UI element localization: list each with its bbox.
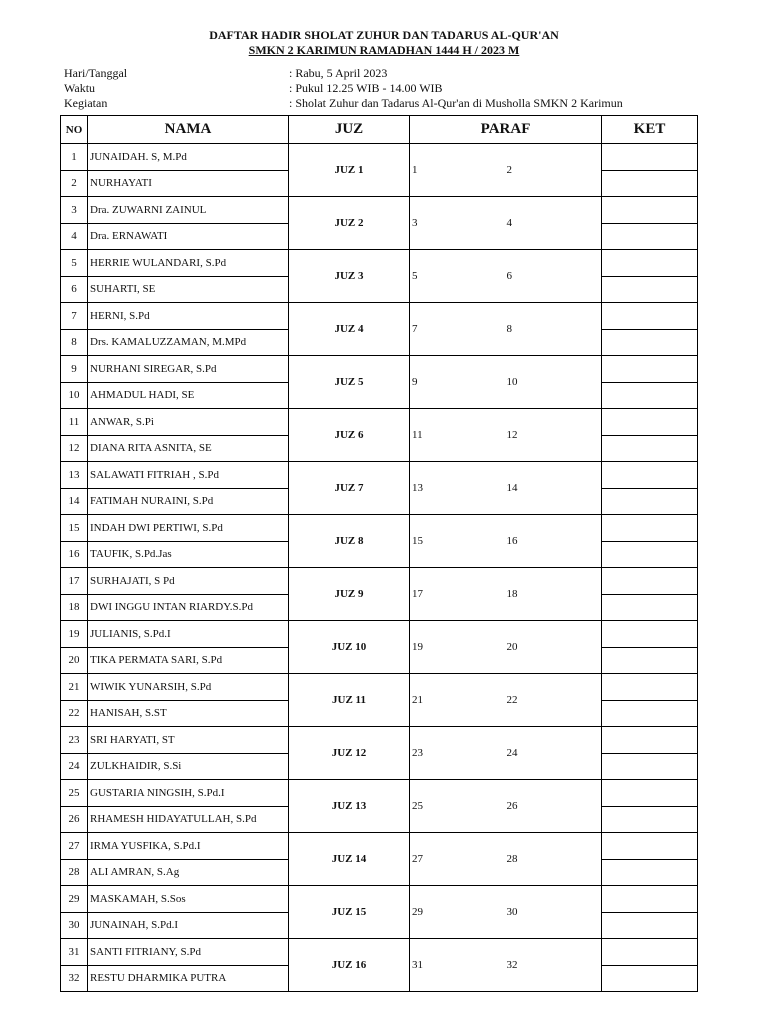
document-title: DAFTAR HADIR SHOLAT ZUHUR DAN TADARUS AL-QUR'AN bbox=[209, 28, 559, 42]
paraf-cell-right: 24 bbox=[505, 727, 602, 780]
row-ket bbox=[602, 621, 698, 648]
table-row bbox=[61, 833, 698, 860]
paraf-cell-left: 29 bbox=[410, 886, 505, 939]
row-ket bbox=[602, 276, 698, 303]
table-row bbox=[61, 674, 698, 701]
table-row bbox=[61, 356, 698, 383]
row-number: 2 bbox=[61, 170, 88, 197]
row-number: 31 bbox=[61, 939, 88, 966]
header-no: NO bbox=[61, 116, 88, 144]
info-value-activity: : Sholat Zuhur dan Tadarus Al-Qur'an di Musholla SMKN 2 Karimun bbox=[289, 96, 623, 110]
row-name: NURHANI SIREGAR, S.Pd bbox=[88, 356, 289, 383]
row-juz: JUZ 14 bbox=[289, 833, 410, 886]
row-name: ZULKHAIDIR, S.Si bbox=[88, 753, 289, 780]
paraf-cell-left: 19 bbox=[410, 621, 505, 674]
row-juz: JUZ 1 bbox=[289, 144, 410, 197]
header-nama: NAMA bbox=[88, 116, 289, 144]
paraf-cell-right: 14 bbox=[505, 462, 602, 515]
row-ket bbox=[602, 197, 698, 224]
header-ket: KET bbox=[602, 116, 698, 144]
row-name: Drs. KAMALUZZAMAN, M.MPd bbox=[88, 329, 289, 356]
row-ket bbox=[602, 144, 698, 171]
paraf-cell-left: 17 bbox=[410, 568, 505, 621]
row-ket bbox=[602, 806, 698, 833]
row-ket bbox=[602, 541, 698, 568]
table-body bbox=[61, 144, 698, 992]
table-row bbox=[61, 727, 698, 754]
row-ket bbox=[602, 303, 698, 330]
row-juz: JUZ 2 bbox=[289, 197, 410, 250]
row-number: 22 bbox=[61, 700, 88, 727]
row-name: JUNAINAH, S.Pd.I bbox=[88, 912, 289, 939]
row-ket bbox=[602, 594, 698, 621]
row-ket bbox=[602, 250, 698, 277]
row-number: 24 bbox=[61, 753, 88, 780]
table-row bbox=[61, 568, 698, 595]
row-number: 17 bbox=[61, 568, 88, 595]
row-number: 23 bbox=[61, 727, 88, 754]
paraf-cell-left: 9 bbox=[410, 356, 505, 409]
info-label-activity: Kegiatan bbox=[64, 96, 108, 110]
row-ket bbox=[602, 515, 698, 542]
row-name: WIWIK YUNARSIH, S.Pd bbox=[88, 674, 289, 701]
row-name: SURHAJATI, S Pd bbox=[88, 568, 289, 595]
row-ket bbox=[602, 435, 698, 462]
row-name: TIKA PERMATA SARI, S.Pd bbox=[88, 647, 289, 674]
paraf-cell-left: 7 bbox=[410, 303, 505, 356]
row-number: 4 bbox=[61, 223, 88, 250]
row-juz: JUZ 5 bbox=[289, 356, 410, 409]
paraf-cell-right: 32 bbox=[505, 939, 602, 992]
header-paraf: PARAF bbox=[410, 116, 602, 144]
row-number: 7 bbox=[61, 303, 88, 330]
paraf-cell-left: 3 bbox=[410, 197, 505, 250]
table-row bbox=[61, 780, 698, 807]
row-name: HANISAH, S.ST bbox=[88, 700, 289, 727]
row-name: ANWAR, S.Pi bbox=[88, 409, 289, 436]
row-name: TAUFIK, S.Pd.Jas bbox=[88, 541, 289, 568]
paraf-cell-right: 10 bbox=[505, 356, 602, 409]
row-number: 28 bbox=[61, 859, 88, 886]
row-juz: JUZ 8 bbox=[289, 515, 410, 568]
row-number: 6 bbox=[61, 276, 88, 303]
row-name: Dra. ERNAWATI bbox=[88, 223, 289, 250]
row-number: 21 bbox=[61, 674, 88, 701]
row-ket bbox=[602, 409, 698, 436]
row-name: DWI INGGU INTAN RIARDY.S.Pd bbox=[88, 594, 289, 621]
row-number: 3 bbox=[61, 197, 88, 224]
row-ket bbox=[602, 647, 698, 674]
row-ket bbox=[602, 674, 698, 701]
info-label-time: Waktu bbox=[64, 81, 96, 95]
row-number: 16 bbox=[61, 541, 88, 568]
row-number: 26 bbox=[61, 806, 88, 833]
table-row bbox=[61, 515, 698, 542]
paraf-cell-right: 8 bbox=[505, 303, 602, 356]
table-row bbox=[61, 144, 698, 171]
row-ket bbox=[602, 356, 698, 383]
row-name: SALAWATI FITRIAH , S.Pd bbox=[88, 462, 289, 489]
paraf-cell-left: 21 bbox=[410, 674, 505, 727]
row-name: JUNAIDAH. S, M.Pd bbox=[88, 144, 289, 171]
row-name: Dra. ZUWARNI ZAINUL bbox=[88, 197, 289, 224]
row-name: SRI HARYATI, ST bbox=[88, 727, 289, 754]
row-number: 1 bbox=[61, 144, 88, 171]
row-juz: JUZ 6 bbox=[289, 409, 410, 462]
row-ket bbox=[602, 223, 698, 250]
row-ket bbox=[602, 859, 698, 886]
table-row bbox=[61, 250, 698, 277]
paraf-cell-right: 20 bbox=[505, 621, 602, 674]
info-value-time: : Pukul 12.25 WIB - 14.00 WIB bbox=[289, 81, 443, 95]
row-ket bbox=[602, 780, 698, 807]
row-number: 19 bbox=[61, 621, 88, 648]
row-name: AHMADUL HADI, SE bbox=[88, 382, 289, 409]
table-row bbox=[61, 886, 698, 913]
paraf-cell-right: 12 bbox=[505, 409, 602, 462]
row-ket bbox=[602, 568, 698, 595]
row-number: 12 bbox=[61, 435, 88, 462]
paraf-cell-left: 13 bbox=[410, 462, 505, 515]
attendance-table bbox=[60, 115, 698, 992]
paraf-cell-right: 2 bbox=[505, 144, 602, 197]
row-name: MASKAMAH, S.Sos bbox=[88, 886, 289, 913]
row-ket bbox=[602, 462, 698, 489]
row-name: ALI AMRAN, S.Ag bbox=[88, 859, 289, 886]
paraf-cell-left: 31 bbox=[410, 939, 505, 992]
table-row bbox=[61, 197, 698, 224]
row-name: HERNI, S.Pd bbox=[88, 303, 289, 330]
row-name: FATIMAH NURAINI, S.Pd bbox=[88, 488, 289, 515]
row-juz: JUZ 11 bbox=[289, 674, 410, 727]
row-ket bbox=[602, 912, 698, 939]
row-ket bbox=[602, 727, 698, 754]
row-juz: JUZ 12 bbox=[289, 727, 410, 780]
paraf-cell-right: 6 bbox=[505, 250, 602, 303]
row-name: RESTU DHARMIKA PUTRA bbox=[88, 965, 289, 992]
row-juz: JUZ 15 bbox=[289, 886, 410, 939]
row-juz: JUZ 9 bbox=[289, 568, 410, 621]
row-number: 11 bbox=[61, 409, 88, 436]
row-number: 15 bbox=[61, 515, 88, 542]
row-ket bbox=[602, 833, 698, 860]
paraf-cell-right: 4 bbox=[505, 197, 602, 250]
row-ket bbox=[602, 700, 698, 727]
paraf-cell-left: 23 bbox=[410, 727, 505, 780]
row-number: 14 bbox=[61, 488, 88, 515]
paraf-cell-right: 18 bbox=[505, 568, 602, 621]
document-subtitle: SMKN 2 KARIMUN RAMADHAN 1444 H / 2023 M bbox=[248, 43, 520, 57]
row-juz: JUZ 7 bbox=[289, 462, 410, 515]
row-number: 5 bbox=[61, 250, 88, 277]
row-number: 27 bbox=[61, 833, 88, 860]
row-name: NURHAYATI bbox=[88, 170, 289, 197]
row-number: 8 bbox=[61, 329, 88, 356]
row-ket bbox=[602, 965, 698, 992]
row-name: SANTI FITRIANY, S.Pd bbox=[88, 939, 289, 966]
row-ket bbox=[602, 382, 698, 409]
table-row bbox=[61, 939, 698, 966]
row-name: RHAMESH HIDAYATULLAH, S.Pd bbox=[88, 806, 289, 833]
paraf-cell-right: 16 bbox=[505, 515, 602, 568]
paraf-cell-left: 15 bbox=[410, 515, 505, 568]
row-name: IRMA YUSFIKA, S.Pd.I bbox=[88, 833, 289, 860]
row-name: GUSTARIA NINGSIH, S.Pd.I bbox=[88, 780, 289, 807]
row-name: SUHARTI, SE bbox=[88, 276, 289, 303]
row-number: 30 bbox=[61, 912, 88, 939]
paraf-cell-left: 27 bbox=[410, 833, 505, 886]
header-juz: JUZ bbox=[289, 116, 410, 144]
row-number: 20 bbox=[61, 647, 88, 674]
paraf-cell-right: 26 bbox=[505, 780, 602, 833]
row-name: DIANA RITA ASNITA, SE bbox=[88, 435, 289, 462]
row-number: 29 bbox=[61, 886, 88, 913]
row-juz: JUZ 16 bbox=[289, 939, 410, 992]
row-number: 10 bbox=[61, 382, 88, 409]
row-ket bbox=[602, 886, 698, 913]
paraf-cell-left: 11 bbox=[410, 409, 505, 462]
row-number: 9 bbox=[61, 356, 88, 383]
paraf-cell-left: 25 bbox=[410, 780, 505, 833]
row-number: 18 bbox=[61, 594, 88, 621]
paraf-cell-left: 1 bbox=[410, 144, 505, 197]
row-ket bbox=[602, 170, 698, 197]
paraf-cell-right: 30 bbox=[505, 886, 602, 939]
row-juz: JUZ 10 bbox=[289, 621, 410, 674]
table-row bbox=[61, 462, 698, 489]
table-row bbox=[61, 621, 698, 648]
row-name: JULIANIS, S.Pd.I bbox=[88, 621, 289, 648]
row-ket bbox=[602, 488, 698, 515]
row-number: 13 bbox=[61, 462, 88, 489]
paraf-cell-right: 22 bbox=[505, 674, 602, 727]
table-row bbox=[61, 409, 698, 436]
row-ket bbox=[602, 939, 698, 966]
table-row bbox=[61, 303, 698, 330]
info-value-date: : Rabu, 5 April 2023 bbox=[289, 66, 388, 80]
paraf-cell-right: 28 bbox=[505, 833, 602, 886]
table-header-row bbox=[61, 116, 698, 144]
row-juz: JUZ 4 bbox=[289, 303, 410, 356]
row-ket bbox=[602, 753, 698, 780]
row-name: HERRIE WULANDARI, S.Pd bbox=[88, 250, 289, 277]
row-juz: JUZ 13 bbox=[289, 780, 410, 833]
row-juz: JUZ 3 bbox=[289, 250, 410, 303]
row-name: INDAH DWI PERTIWI, S.Pd bbox=[88, 515, 289, 542]
row-number: 32 bbox=[61, 965, 88, 992]
paraf-cell-left: 5 bbox=[410, 250, 505, 303]
info-label-date: Hari/Tanggal bbox=[64, 66, 128, 80]
row-ket bbox=[602, 329, 698, 356]
row-number: 25 bbox=[61, 780, 88, 807]
